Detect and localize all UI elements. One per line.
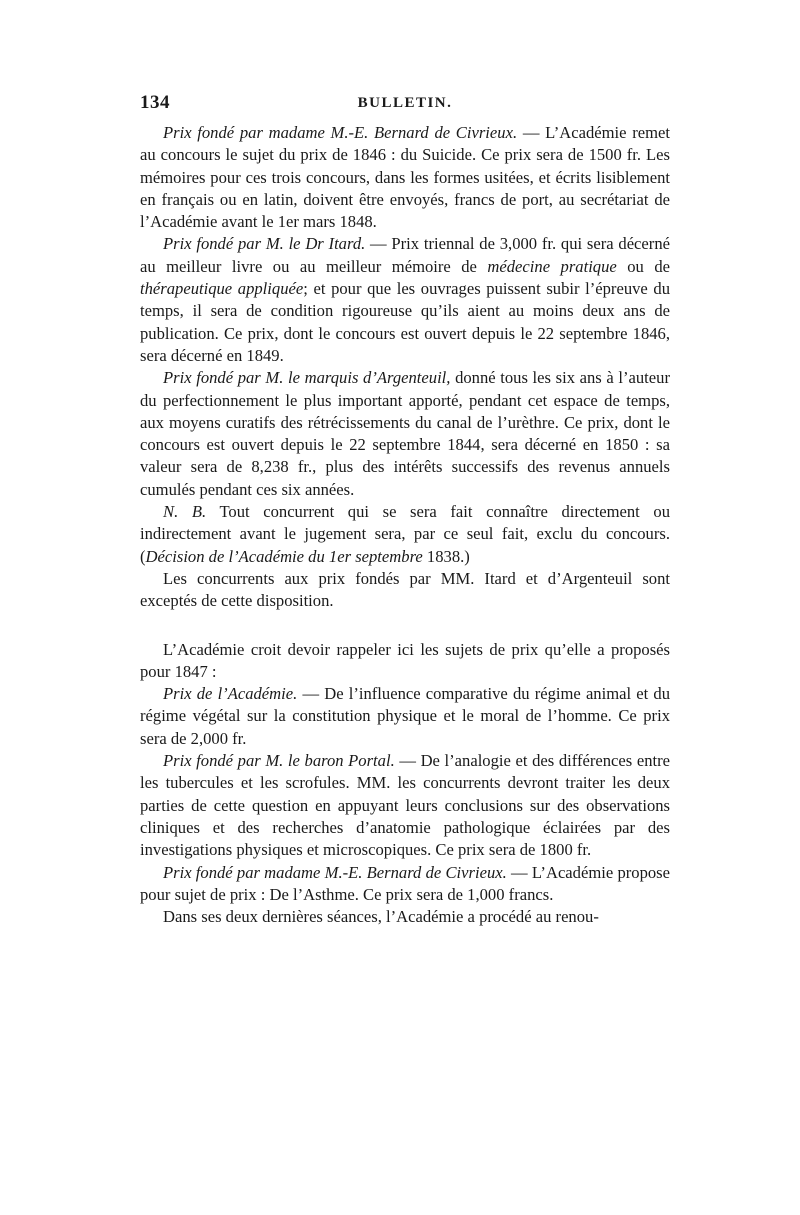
paragraph-prix-argenteuil (140, 367, 670, 501)
paragraph-lead: N. B. (163, 502, 207, 522)
page-header (140, 92, 670, 122)
body-text (140, 122, 670, 928)
paragraph-text: — L’Académie propose pour sujet de prix : De l’Asthme. Ce prix sera de 1,000 francs. (140, 862, 670, 904)
paragraph-lead: Prix fondé par M. le baron Portal. (163, 751, 395, 771)
paragraph-prix-civrieux-1846 (140, 122, 670, 233)
paragraph-text: ou de (616, 256, 670, 276)
page-number: 134 (140, 92, 170, 113)
paragraph-nota-bene (140, 501, 670, 568)
paragraph-italic-term: médecine pratique (487, 256, 617, 276)
paragraph-text: 1838.) (422, 546, 470, 566)
running-head: BULLETIN. (357, 95, 453, 111)
paragraph-prix-civrieux-1847 (140, 862, 670, 907)
document-page (140, 92, 670, 928)
paragraph-text: L’Académie croit devoir rappeler ici les sujets de prix qu’elle a proposés pour 1847 : (140, 639, 670, 681)
paragraph-text: — De l’analogie et des différences entre les tubercules et les scrofules. MM. les concurrents devront traiter les deux parties de cette question en appuyant leurs conclusions sur des observations cliniques et des recherches d’anatomie pathologique éclairées par des investigations physiques et microscopiques. Ce prix sera de 1800 fr. (140, 751, 670, 860)
paragraph-closing (140, 906, 670, 928)
paragraph-exceptions (140, 568, 670, 613)
paragraph-lead: Prix de l’Académie. (163, 684, 298, 704)
paragraph-italic-term: Décision de l’Académie du 1er septembre (145, 546, 423, 566)
paragraph-prix-itard (140, 233, 670, 367)
paragraph-text: Dans ses deux dernières séances, l’Académie a procédé au renou- (163, 907, 599, 927)
paragraph-italic-term: thérapeutique appliquée (140, 279, 304, 299)
paragraph-text: — L’Académie remet au concours le sujet du prix de 1846 : du Suicide. Ce prix sera de 1500 fr. Les mémoires pour ces trois concours, dans les formes usitées, et écrits lisiblement en français ou en latin, doivent être envoyés, francs de port, au secrétariat de l’Académie avant le 1er mars 1848. (140, 123, 671, 232)
paragraph-lead: Prix fondé par madame M.-E. Bernard de Civrieux. (163, 862, 507, 882)
paragraph-text: donné tous les six ans à l’auteur du perfectionnement le plus important apporté, pendant cet espace de temps, aux moyens curatifs des rétrécissements du canal de l’urèthre. Ce prix, dont le concours est ouvert depuis le 22 septembre 1844, sera décerné en 1850 : sa valeur sera de 8,238 fr., plus des intérêts successifs des revenus annuels cumulés pendant ces six années. (140, 368, 670, 499)
paragraph-prix-academie (140, 683, 670, 750)
paragraph-intro-1847 (140, 639, 670, 684)
paragraph-lead: Prix fondé par madame M.-E. Bernard de Civrieux. (163, 123, 518, 142)
paragraph-text: Tout concurrent qui se sera fait connaître directement ou indirectement avant le jugement sera, par ce seul fait, exclu du concours. ( (140, 502, 670, 566)
paragraph-prix-portal (140, 750, 670, 861)
paragraph-text: ; et pour que les ouvrages puissent subir l’épreuve du temps, il sera de condition rigoureuse qu’ils aient au moins deux ans de publication. Ce prix, dont le concours est ouvert depuis le 22 septembre 1846, sera décerné en 1849. (140, 279, 671, 365)
paragraph-text: — Prix triennal de 3,000 fr. qui sera décerné au meilleur livre ou au meilleur mémoire de (140, 234, 670, 276)
paragraph-text: Les concurrents aux prix fondés par MM. Itard et d’Argenteuil sont exceptés de cette disposition. (140, 568, 670, 611)
paragraph-lead: Prix fondé par M. le Dr Itard. (163, 234, 366, 254)
paragraph-text: — De l’influence comparative du régime animal et du régime végétal sur la constitution physique et le moral de l’homme. Ce prix sera de 2,000 fr. (140, 684, 670, 748)
paragraph-lead: Prix fondé par M. le marquis d’Argenteuil, (163, 368, 451, 388)
